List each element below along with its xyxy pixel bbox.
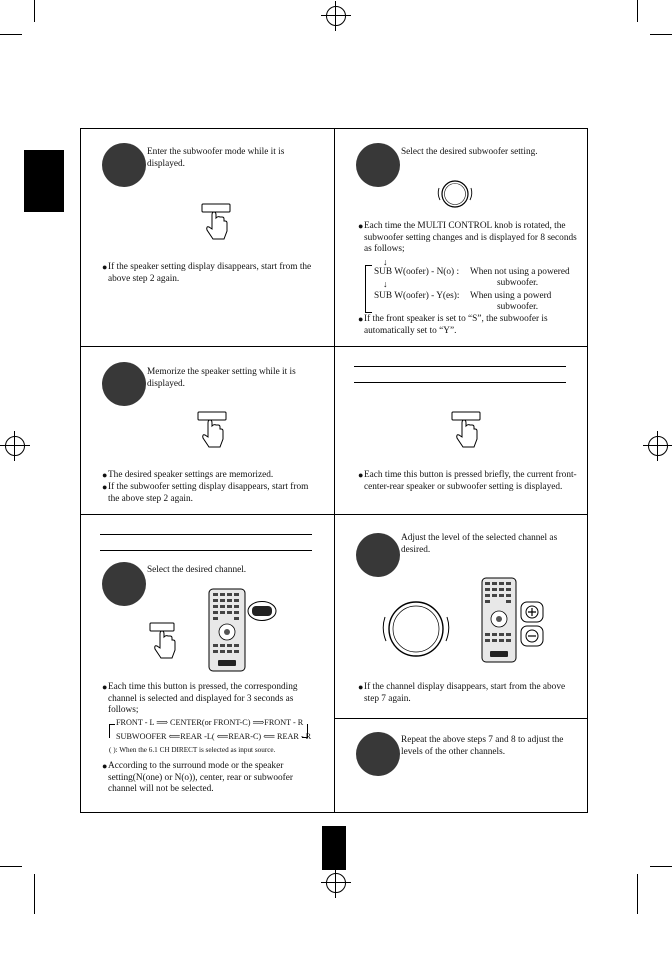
remote-control-icon [481, 577, 517, 663]
step6-bullet [358, 682, 574, 705]
plus-button-icon [518, 600, 546, 624]
option-code: SUB W(oofer) - Y(es): [374, 291, 460, 301]
row-divider [80, 346, 588, 347]
step-disc [102, 562, 146, 606]
side-tab [24, 150, 64, 212]
hand-press-icon [196, 411, 230, 451]
bullet-dot: ● [102, 482, 108, 492]
registration-mark-icon [326, 873, 346, 893]
step7-instruction: Repeat the above steps 7 and 8 to adjust the levels of the other channels. [401, 735, 564, 757]
bullet-text: Each time this button is pressed briefly, the current front-center-rear speaker or subwoofer setting is displayed. [364, 470, 577, 492]
registration-mark-icon [5, 436, 25, 456]
sequence-bracket [109, 724, 115, 738]
step5-bullet [102, 761, 318, 796]
heading-underline [354, 366, 566, 367]
registration-mark-icon [648, 436, 668, 456]
bullet-dot: ● [358, 470, 364, 480]
step3-instruction: Memorize the speaker setting while it is displayed. [147, 367, 296, 389]
hand-press-icon [148, 622, 182, 662]
hand-press-icon [200, 203, 234, 243]
bullet-dot: ● [102, 262, 108, 272]
step2-bullet [358, 221, 579, 256]
step5-instruction: Select the desired channel. [147, 565, 247, 575]
bullet-text: If the speaker setting display disappears, start from the above step 2 again. [108, 262, 312, 284]
crop-mark [637, 874, 638, 914]
step2-bullet [358, 314, 579, 337]
bullet-dot: ● [358, 682, 364, 692]
option-desc: When using a powerd [470, 291, 552, 301]
bullet-dot: ● [102, 682, 108, 692]
option-desc: subwoofer. [497, 302, 539, 312]
sequence-note: ( ): When the 6.1 CH DIRECT is selected as input source. [109, 746, 276, 754]
registration-mark-icon [326, 6, 346, 26]
crop-mark [0, 866, 22, 867]
step4-bullet [358, 470, 579, 493]
arrow-down: ↓ [383, 279, 388, 289]
crop-mark [0, 34, 22, 35]
step-disc [356, 143, 400, 187]
crop-mark [34, 0, 35, 22]
sequence-line: SUBWOOFER ⟸REAR -L( ⟸REAR-C) ⟸ REAR - R [116, 732, 312, 741]
step2-instruction: Select the desired subwoofer setting. [401, 147, 538, 157]
step6-instruction: Adjust the level of the selected channel as desired. [401, 533, 558, 555]
hand-press-icon [450, 411, 484, 451]
step-disc [356, 533, 400, 577]
step1-instruction: Enter the subwoofer mode while it is displayed. [147, 147, 285, 169]
option-code: SUB W(oofer) - N(o) : [374, 267, 460, 277]
heading-underline [100, 550, 312, 551]
multi-control-knob-icon [380, 597, 452, 661]
bullet-text: According to the surround mode or the speaker setting(N(one) or N(o)), center, rear or subwoofer channel will not be selected. [108, 761, 293, 794]
column-divider [334, 128, 335, 813]
step3-bullet [102, 470, 318, 482]
highlighted-button-icon [246, 600, 278, 622]
crop-mark [650, 34, 672, 35]
bullet-text: The desired speaker settings are memorized. [108, 470, 274, 480]
page-number-tab [322, 826, 346, 870]
step-disc [102, 143, 146, 187]
bullet-text: If the channel display disappears, start from the above step 7 again. [364, 682, 566, 704]
option-desc: When not using a powered [470, 267, 570, 277]
step3-bullet [102, 482, 318, 505]
sequence-line: FRONT - L ⟹ CENTER(or FRONT-C) ⟹FRONT - R [116, 718, 304, 727]
crop-mark [34, 874, 35, 914]
bullet-text: If the subwoofer setting display disappears, start from the above step 2 again. [108, 482, 309, 504]
bullet-text: If the front speaker is set to “S”, the subwoofer is automatically set to “Y”. [364, 314, 548, 336]
minus-button-icon [518, 624, 546, 648]
crop-mark [637, 0, 638, 22]
bullet-dot: ● [102, 761, 108, 771]
bullet-dot: ● [358, 221, 364, 231]
remote-control-icon [208, 588, 246, 672]
bullet-text: Each time the MULTI CONTROL knob is rotated, the subwoofer setting changes and is displayed for 8 seconds as follows; [364, 221, 577, 254]
crop-mark [650, 866, 672, 867]
step1-bullet [102, 262, 318, 285]
row-divider [80, 514, 588, 515]
step-disc [102, 362, 146, 406]
loop-bracket [365, 265, 372, 313]
heading-underline [354, 382, 566, 383]
heading-underline [100, 534, 312, 535]
arrow-down: ↓ [383, 257, 388, 267]
bullet-text: Each time this button is pressed, the corresponding channel is selected and displayed for 3 seconds as follows; [108, 682, 298, 715]
step5-bullet [102, 682, 318, 717]
step-disc [356, 732, 400, 776]
option-desc: subwoofer. [497, 278, 539, 288]
row-divider [334, 718, 588, 719]
multi-control-knob-icon [435, 176, 475, 212]
bullet-dot: ● [358, 314, 364, 324]
bullet-dot: ● [102, 470, 108, 480]
